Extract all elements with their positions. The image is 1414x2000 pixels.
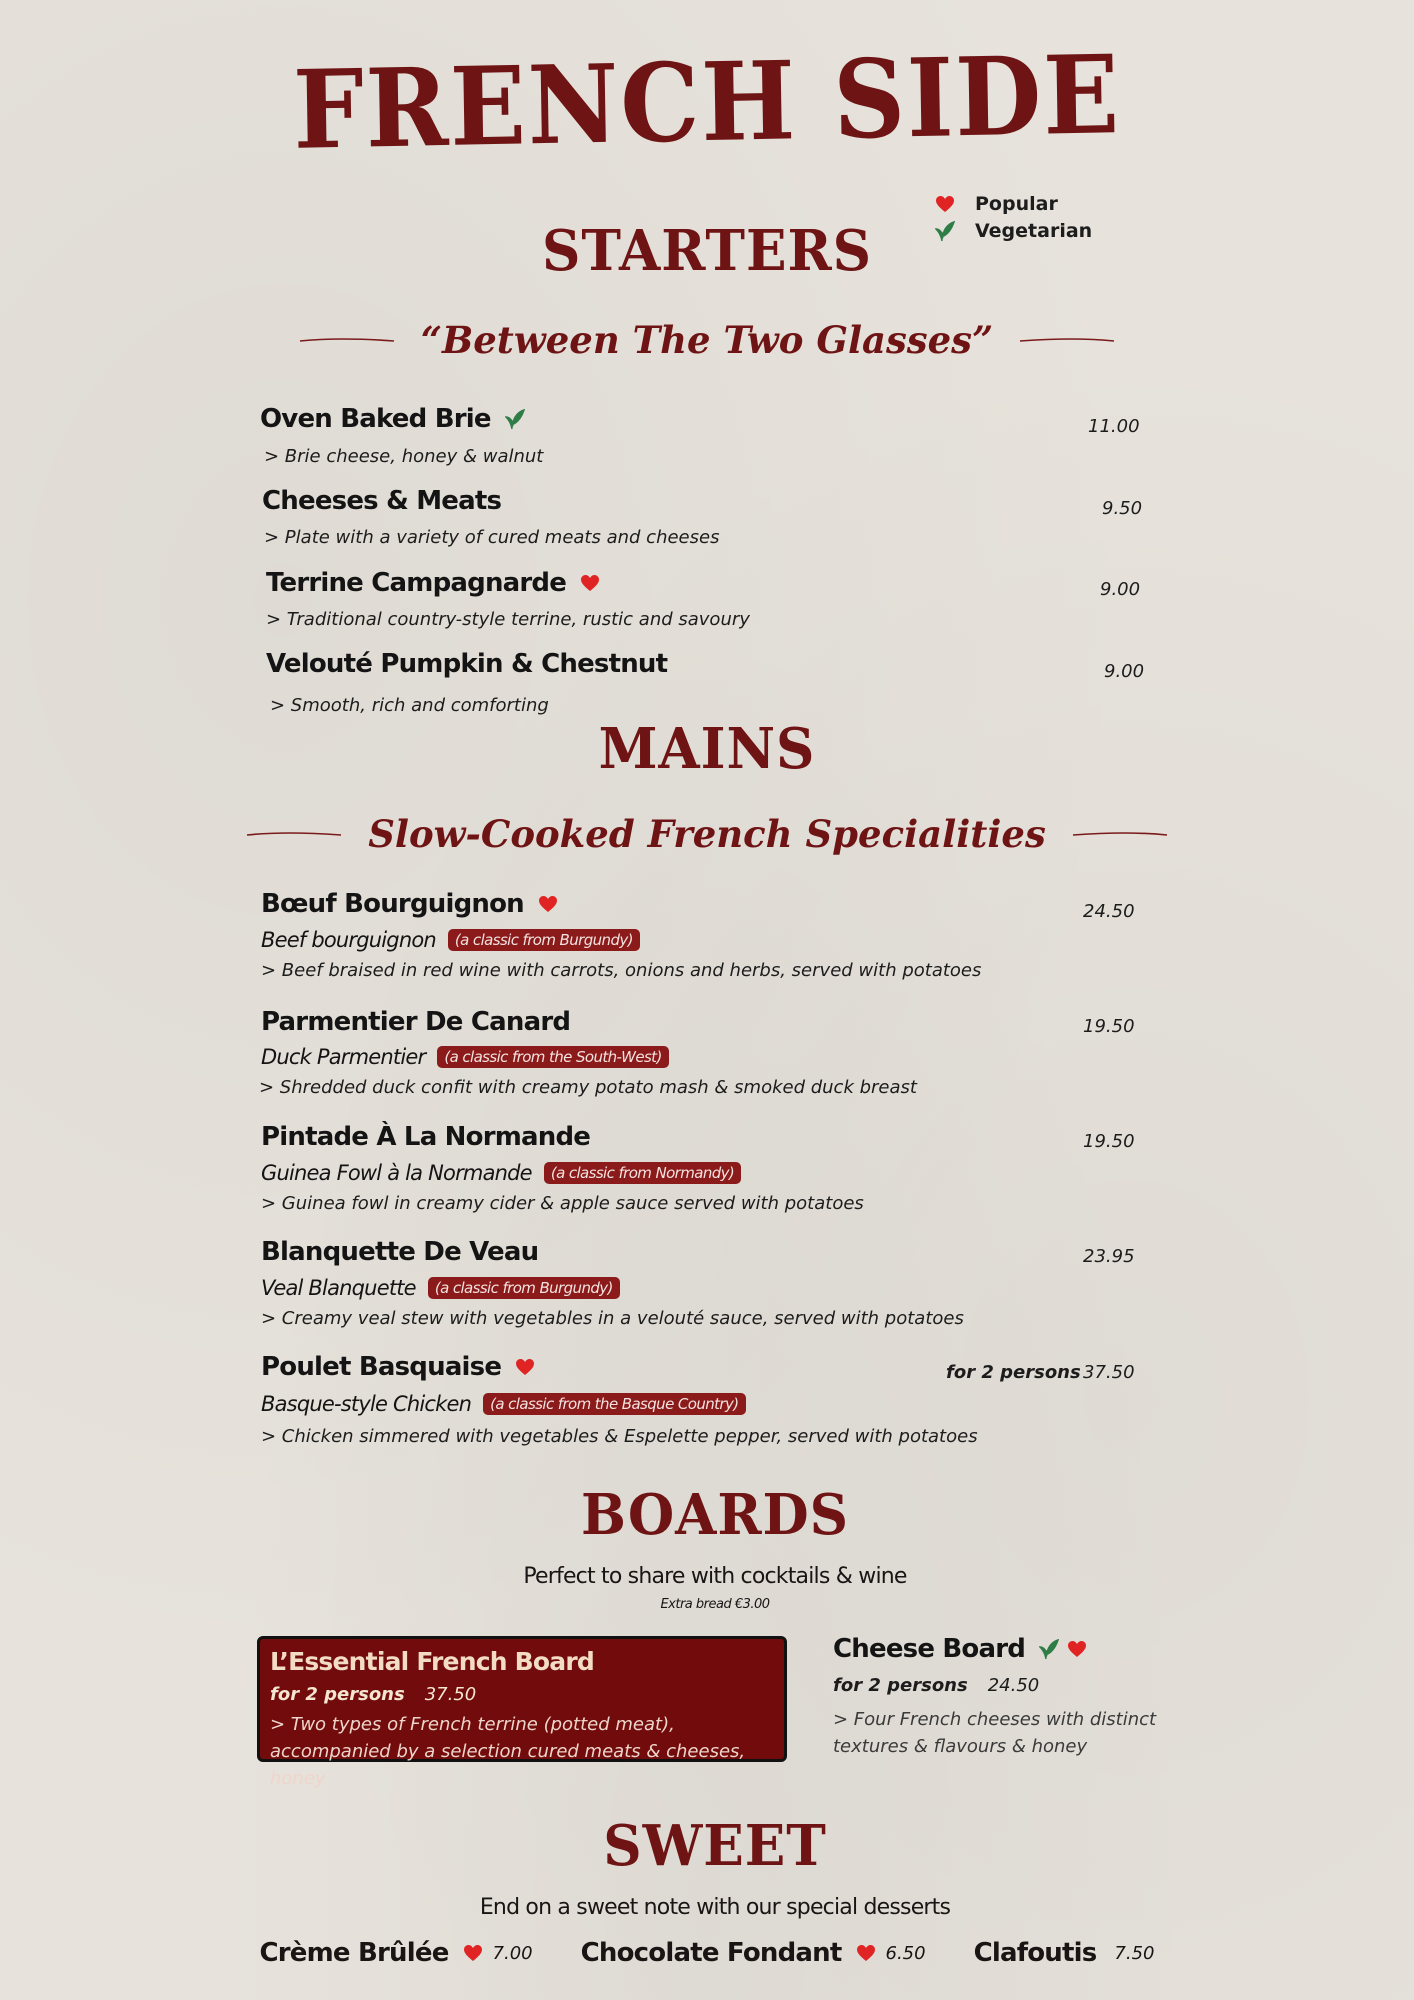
english-name-text: Beef bourguignon: [261, 928, 436, 952]
dessert-price: 7.00: [492, 1942, 533, 1964]
item-english-name: [261, 1161, 741, 1185]
item-name-text: Cheeses & Meats: [262, 486, 502, 516]
item-price: 11.00: [1088, 416, 1140, 437]
swash-left-decoration: [246, 829, 342, 839]
dessert-item: [974, 1938, 1155, 1968]
cheese-board-description: > Four French cheeses with distinct textures & flavours & honey: [833, 1709, 1157, 1757]
dessert-name: Crème Brûlée: [259, 1938, 449, 1968]
item-description: > Guinea fowl in creamy cider & apple sauce served with potatoes: [261, 1193, 864, 1214]
menu-item-name: [261, 1237, 538, 1267]
english-name-text: Duck Parmentier: [261, 1045, 426, 1069]
dessert-name: Chocolate Fondant: [580, 1938, 842, 1968]
item-english-name: [261, 1045, 669, 1069]
item-persons: for 2 persons: [946, 1362, 1081, 1383]
item-name-text: Parmentier De Canard: [261, 1007, 571, 1037]
item-english-name: [261, 928, 640, 952]
region-tag: (a classic from Burgundy): [428, 1277, 620, 1299]
essential-board-price-line: [270, 1684, 774, 1705]
leaf-icon: [1039, 1638, 1059, 1660]
item-description: > Creamy veal stew with vegetables in a velouté sauce, served with potatoes: [261, 1308, 964, 1329]
heart-icon: [538, 895, 558, 913]
menu-item-name: [261, 1122, 590, 1152]
heart-icon: [580, 574, 600, 592]
cheese-board-price-line: [833, 1675, 1039, 1696]
item-description: > Chicken simmered with vegetables & Espelette pepper, served with potatoes: [261, 1426, 978, 1447]
item-price: 9.00: [1100, 579, 1141, 600]
region-tag: (a classic from the Basque Country): [483, 1393, 745, 1415]
heart-icon: [856, 1944, 876, 1962]
item-price: 9.50: [1102, 498, 1143, 519]
menu-item-name: [266, 649, 667, 679]
essential-board-name: L’Essential French Board: [270, 1647, 594, 1676]
heart-icon: [515, 1358, 535, 1376]
item-name-text: Oven Baked Brie: [260, 404, 491, 434]
boards-note: Extra bread €3.00: [660, 1597, 770, 1612]
mains-subtitle: Slow-Cooked French Specialities: [368, 812, 1046, 856]
restaurant-title: FRENCH SIDE: [292, 32, 1122, 174]
item-name-text: Bœuf Bourguignon: [261, 889, 524, 919]
sweet-tagline: End on a sweet note with our special desserts: [479, 1895, 951, 1920]
starters-title: STARTERS: [541, 218, 873, 284]
swash-right-decoration: [1072, 829, 1168, 839]
menu-item-name: [261, 889, 558, 919]
item-english-name: [261, 1276, 620, 1300]
dessert-item: [581, 1938, 926, 1968]
item-price: 19.50: [1083, 1016, 1135, 1037]
item-name-text: Cheese Board: [833, 1634, 1026, 1664]
item-english-name: [261, 1392, 746, 1416]
english-name-text: Guinea Fowl à la Normande: [261, 1161, 532, 1185]
dessert-price: 6.50: [885, 1942, 926, 1964]
mains-title: MAINS: [598, 716, 816, 782]
item-price: 19.50: [1083, 1131, 1135, 1152]
item-description: > Brie cheese, honey & walnut: [264, 446, 544, 467]
english-name-text: Basque-style Chicken: [261, 1392, 472, 1416]
region-tag: (a classic from Normandy): [544, 1162, 741, 1184]
item-description: > Beef braised in red wine with carrots, onions and herbs, served with potatoes: [261, 960, 982, 981]
dessert-price: 7.50: [1114, 1942, 1155, 1964]
essential-board-persons: for 2 persons: [270, 1684, 405, 1705]
essential-board-price: 37.50: [424, 1684, 477, 1705]
boards-tagline: Perfect to share with cocktails & wine: [523, 1564, 907, 1589]
heart-icon: [463, 1944, 483, 1962]
region-tag: (a classic from the South-West): [437, 1046, 668, 1068]
english-name-text: Veal Blanquette: [261, 1276, 416, 1300]
item-name-text: Terrine Campagnarde: [266, 568, 567, 598]
swash-left-decoration: [299, 335, 395, 345]
item-description: > Traditional country-style terrine, rustic and savoury: [266, 609, 750, 630]
cheese-board-persons: for 2 persons: [833, 1675, 968, 1696]
essential-board-description: > Two types of French terrine (potted meat), accompanied by a selection cured meats & cheeses, honey: [270, 1714, 746, 1789]
cheese-board-name: [833, 1634, 1087, 1664]
cheese-board-price: 24.50: [987, 1675, 1040, 1696]
item-name-text: Pintade À La Normande: [261, 1122, 591, 1152]
sweet-title: SWEET: [603, 1813, 827, 1879]
heart-icon: [935, 195, 975, 213]
mains-subtitle-row: [0, 812, 1414, 856]
item-description: > Smooth, rich and comforting: [270, 695, 549, 716]
starters-subtitle-row: [0, 318, 1414, 362]
item-name-text: Poulet Basquaise: [261, 1352, 502, 1382]
item-price: 24.50: [1083, 901, 1135, 922]
menu-item-name: [266, 568, 600, 598]
region-tag: (a classic from Burgundy): [448, 929, 640, 951]
menu-item-name: [260, 404, 525, 434]
dessert-list: [0, 1938, 1414, 1968]
menu-item-name: [261, 1007, 570, 1037]
item-price: 9.00: [1104, 661, 1145, 682]
leaf-icon: [505, 408, 525, 430]
dessert-name: Clafoutis: [973, 1938, 1097, 1968]
starters-subtitle: “Between The Two Glasses”: [420, 318, 994, 362]
boards-title: BOARDS: [580, 1482, 850, 1548]
item-description: > Shredded duck confit with creamy potato mash & smoked duck breast: [259, 1077, 917, 1098]
legend-popular: [935, 190, 1092, 217]
menu-item-name: [261, 1352, 535, 1382]
legend-vegetarian-label: Vegetarian: [975, 219, 1093, 242]
legend-popular-label: Popular: [975, 192, 1058, 215]
item-price: 23.95: [1083, 1246, 1135, 1267]
essential-board-card: [257, 1636, 787, 1789]
item-description: > Plate with a variety of cured meats and cheeses: [264, 527, 720, 548]
dessert-item: [260, 1938, 533, 1968]
item-name-text: Blanquette De Veau: [261, 1237, 539, 1267]
heart-icon: [1067, 1640, 1087, 1658]
item-name-text: Velouté Pumpkin & Chestnut: [266, 649, 668, 679]
menu-item-name: [262, 486, 501, 516]
swash-right-decoration: [1019, 335, 1115, 345]
item-price: 37.50: [1083, 1362, 1135, 1383]
